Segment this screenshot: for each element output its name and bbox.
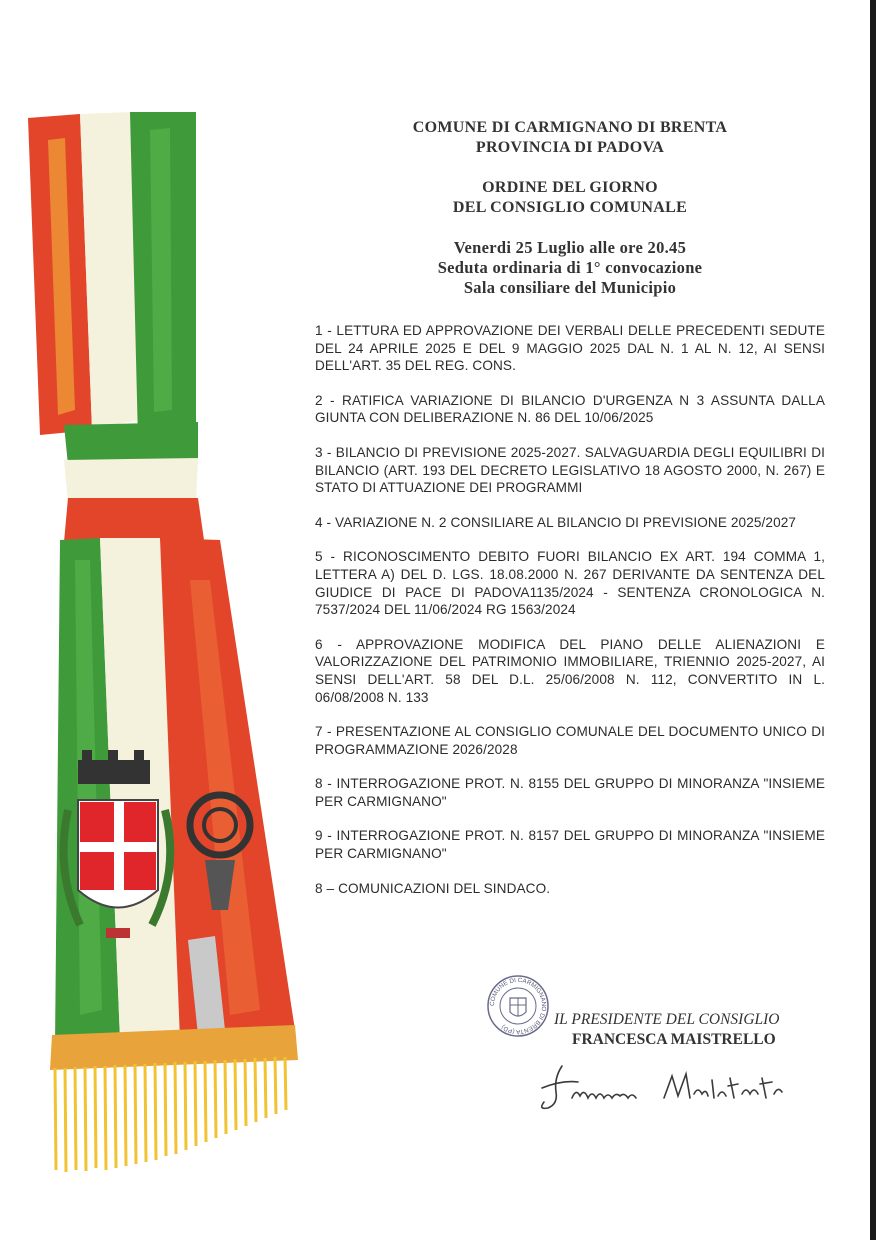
document-title-line1: ORDINE DEL GIORNO [482, 179, 658, 196]
agenda-item: 7 - PRESENTAZIONE AL CONSIGLIO COMUNALE DEL DOCUMENTO UNICO DI PROGRAMMAZIONE 2026/2028 [315, 724, 825, 757]
agenda-item: 6 - APPROVAZIONE MODIFICA DEL PIANO DELLE ALIENAZIONI E VALORIZZAZIONE DEL PATRIMONIO IMMOBILIARE, TRIENNIO 2025-2027, AI SENSI DELL'ART. 58 DEL D.L. 25/06/2008 N. 112, CONVERTITO IN L. 06/08/2008 N. 133 [315, 636, 825, 705]
president-name: FRANCESCA MAISTRELLO [572, 1031, 776, 1048]
president-block [554, 1010, 814, 1050]
agenda-item: 9 - INTERROGAZIONE PROT. N. 8157 DEL GRUPPO DI MINORANZA "INSIEME PER CARMIGNANO" [315, 828, 825, 862]
meeting-place: Sala consiliare del Municipio [463, 278, 677, 297]
agenda-item: 4 - VARIAZIONE N. 2 CONSILIARE AL BILANCIO DI PREVISIONE 2025/2027 [315, 514, 797, 530]
agenda-item: 8 - INTERROGAZIONE PROT. N. 8155 DEL GRUPPO DI MINORANZA "INSIEME PER CARMIGNANO" [315, 776, 825, 809]
agenda-item: 3 - BILANCIO DI PREVISIONE 2025-2027. SALVAGUARDIA DEGLI EQUILIBRI DI BILANCIO (ART. 193 DEL DECRETO LEGISLATIVO 18 AGOSTO 2000, N. 267) E STATO DI ATTUAZIONE DEI PROGRAMMI [315, 444, 825, 496]
document-title-line2: DEL CONSIGLIO COMUNALE [452, 199, 688, 216]
official-stamp-icon [486, 974, 550, 1038]
agenda-list [315, 322, 825, 914]
meeting-session: Seduta ordinaria di 1° convocazione [437, 258, 703, 277]
handwritten-signature [532, 1058, 792, 1118]
provincia-name: PROVINCIA DI PADOVA [475, 139, 665, 156]
header [340, 118, 800, 298]
president-role: IL PRESIDENTE DEL CONSIGLIO [554, 1011, 780, 1028]
comune-name: COMUNE DI CARMIGNANO DI BRENTA [412, 119, 728, 136]
agenda-item: 1 - LETTURA ED APPROVAZIONE DEI VERBALI DELLE PRECEDENTI SEDUTE DEL 24 APRILE 2025 E DEL 9 MAGGIO 2025 DAL N. 1 AL N. 12, AI SENSI DELL'ART. 35 DEL REG. CONS. [315, 323, 825, 374]
agenda-item: 8 – COMUNICAZIONI DEL SINDACO. [315, 880, 551, 896]
agenda-item: 5 - RICONOSCIMENTO DEBITO FUORI BILANCIO EX ART. 194 COMMA 1, LETTERA A) DEL D. LGS. 18.08.2000 N. 267 DERIVANTE DA SENTENZA DEL GIUDICE DI PACE DI PADOVA1135/2024 - SENTENZA CRONOLOGICA N. 7537/2024 DEL 11/06/2024 RG 1563/2024 [315, 549, 825, 618]
meeting-date: Venerdi 25 Luglio alle ore 20.45 [453, 238, 687, 257]
tricolour-sash-illustration [20, 110, 320, 1180]
agenda-item: 2 - RATIFICA VARIAZIONE DI BILANCIO D'URGENZA N 3 ASSUNTA DALLA GIUNTA CON DELIBERAZIONE N. 86 DEL 10/06/2025 [315, 392, 825, 426]
stamp-text: COMUNE DI CARMIGNANO DI BRENTA (PD) [488, 976, 548, 1036]
page-edge [870, 0, 876, 1240]
